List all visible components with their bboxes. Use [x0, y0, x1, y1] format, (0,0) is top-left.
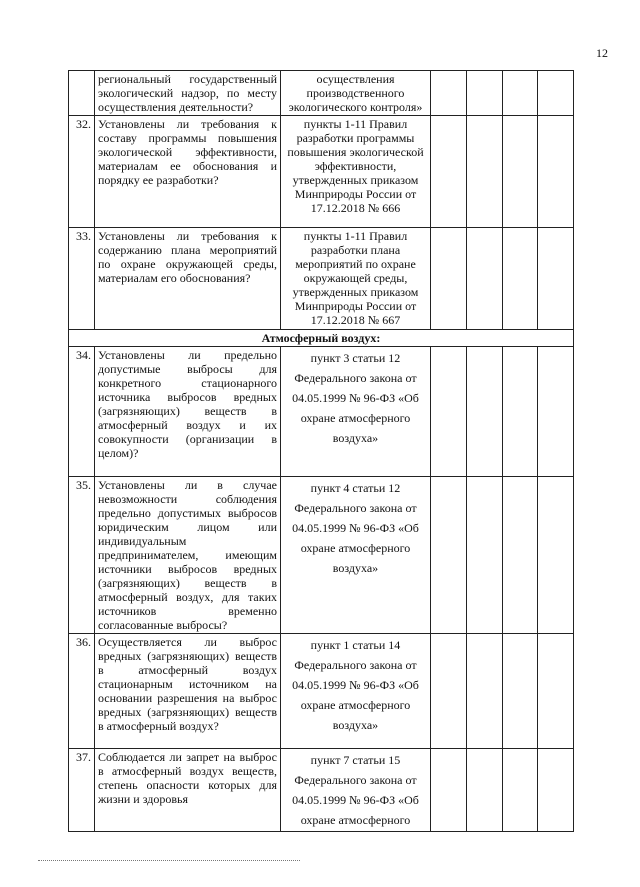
row-number: 33.: [69, 228, 95, 330]
table-row: [69, 634, 574, 749]
answer-cell-yes: [431, 749, 467, 832]
answer-cell-yes: [431, 71, 467, 116]
requirement-text: Установлены ли требования к составу программы повышения экологической эффективности, материалам ее обоснования и порядку ее разработки?: [95, 116, 281, 228]
answer-cell-no: [467, 71, 503, 116]
table-row: [69, 71, 574, 116]
table-row: [69, 477, 574, 634]
comment-cell: [538, 228, 574, 330]
answer-cell-na: [503, 228, 538, 330]
row-number: [69, 71, 95, 116]
answer-cell-no: [467, 228, 503, 330]
answer-cell-no: [467, 116, 503, 228]
answer-cell-no: [467, 634, 503, 749]
comment-cell: [538, 71, 574, 116]
comment-cell: [538, 116, 574, 228]
answer-cell-yes: [431, 347, 467, 477]
legal-reference: пункт 3 статьи 12 Федерального закона от 04.05.1999 № 96-ФЗ «Об охране атмосферного воздуха»: [281, 347, 431, 477]
section-header-row: [69, 330, 574, 347]
answer-cell-yes: [431, 116, 467, 228]
table-row: [69, 749, 574, 832]
table-row: [69, 228, 574, 330]
answer-cell-yes: [431, 477, 467, 634]
requirement-text: Осуществляется ли выброс вредных (загрязняющих) веществ в атмосферный воздух стационарным источником на основании разрешения на выброс вредных (загрязняющих) веществ в атмосферный воздух?: [95, 634, 281, 749]
requirement-text: Установлены ли предельно допустимые выбросы для конкретного стационарного источника выбросов вредных (загрязняющих) веществ в атмосферный воздух и их совокупности (организации в целом)?: [95, 347, 281, 477]
answer-cell-yes: [431, 634, 467, 749]
answer-cell-no: [467, 477, 503, 634]
legal-reference: пункт 7 статьи 15 Федерального закона от 04.05.1999 № 96-ФЗ «Об охране атмосферного: [281, 749, 431, 832]
table-row: [69, 116, 574, 228]
page-number: 12: [596, 46, 608, 60]
comment-cell: [538, 634, 574, 749]
requirement-text: региональный государственный экологический надзор, по месту осуществления деятельности?: [95, 71, 281, 116]
row-number: 32.: [69, 116, 95, 228]
requirement-text: Установлены ли требования к содержанию плана мероприятий по охране окружающей среды, материалам его обоснования?: [95, 228, 281, 330]
answer-cell-no: [467, 749, 503, 832]
answer-cell-na: [503, 71, 538, 116]
legal-reference: осуществления производственного экологического контроля»: [281, 71, 431, 116]
row-number: 37.: [69, 749, 95, 832]
table-row: [69, 347, 574, 477]
answer-cell-na: [503, 477, 538, 634]
answer-cell-na: [503, 634, 538, 749]
section-title: Атмосферный воздух:: [69, 330, 574, 347]
comment-cell: [538, 477, 574, 634]
answer-cell-na: [503, 116, 538, 228]
row-number: 35.: [69, 477, 95, 634]
answer-cell-na: [503, 749, 538, 832]
footer-divider: [38, 860, 300, 861]
comment-cell: [538, 749, 574, 832]
checklist-table: [68, 70, 574, 832]
legal-reference: пункт 1 статьи 14 Федерального закона от 04.05.1999 № 96-ФЗ «Об охране атмосферного воздуха»: [281, 634, 431, 749]
answer-cell-yes: [431, 228, 467, 330]
legal-reference: пункт 4 статьи 12 Федерального закона от 04.05.1999 № 96-ФЗ «Об охране атмосферного воздуха»: [281, 477, 431, 634]
comment-cell: [538, 347, 574, 477]
requirement-text: Установлены ли в случае невозможности соблюдения предельно допустимых выбросов юридическим лицом или индивидуальным предпринимателем, имеющим источники выбросов вредных (загрязняющих) веществ в атмосферный воздух, для таких источников временно согласованные выбросы?: [95, 477, 281, 634]
row-number: 34.: [69, 347, 95, 477]
legal-reference: пункты 1-11 Правил разработки плана мероприятий по охране окружающей среды, утвержденных приказом Минприроды России от 17.12.2018 № 667: [281, 228, 431, 330]
answer-cell-na: [503, 347, 538, 477]
answer-cell-no: [467, 347, 503, 477]
row-number: 36.: [69, 634, 95, 749]
requirement-text: Соблюдается ли запрет на выброс в атмосферный воздух веществ, степень опасности которых для жизни и здоровья: [95, 749, 281, 832]
legal-reference: пункты 1-11 Правил разработки программы повышения экологической эффективности, утвержденных приказом Минприроды России от 17.12.2018 № 666: [281, 116, 431, 228]
